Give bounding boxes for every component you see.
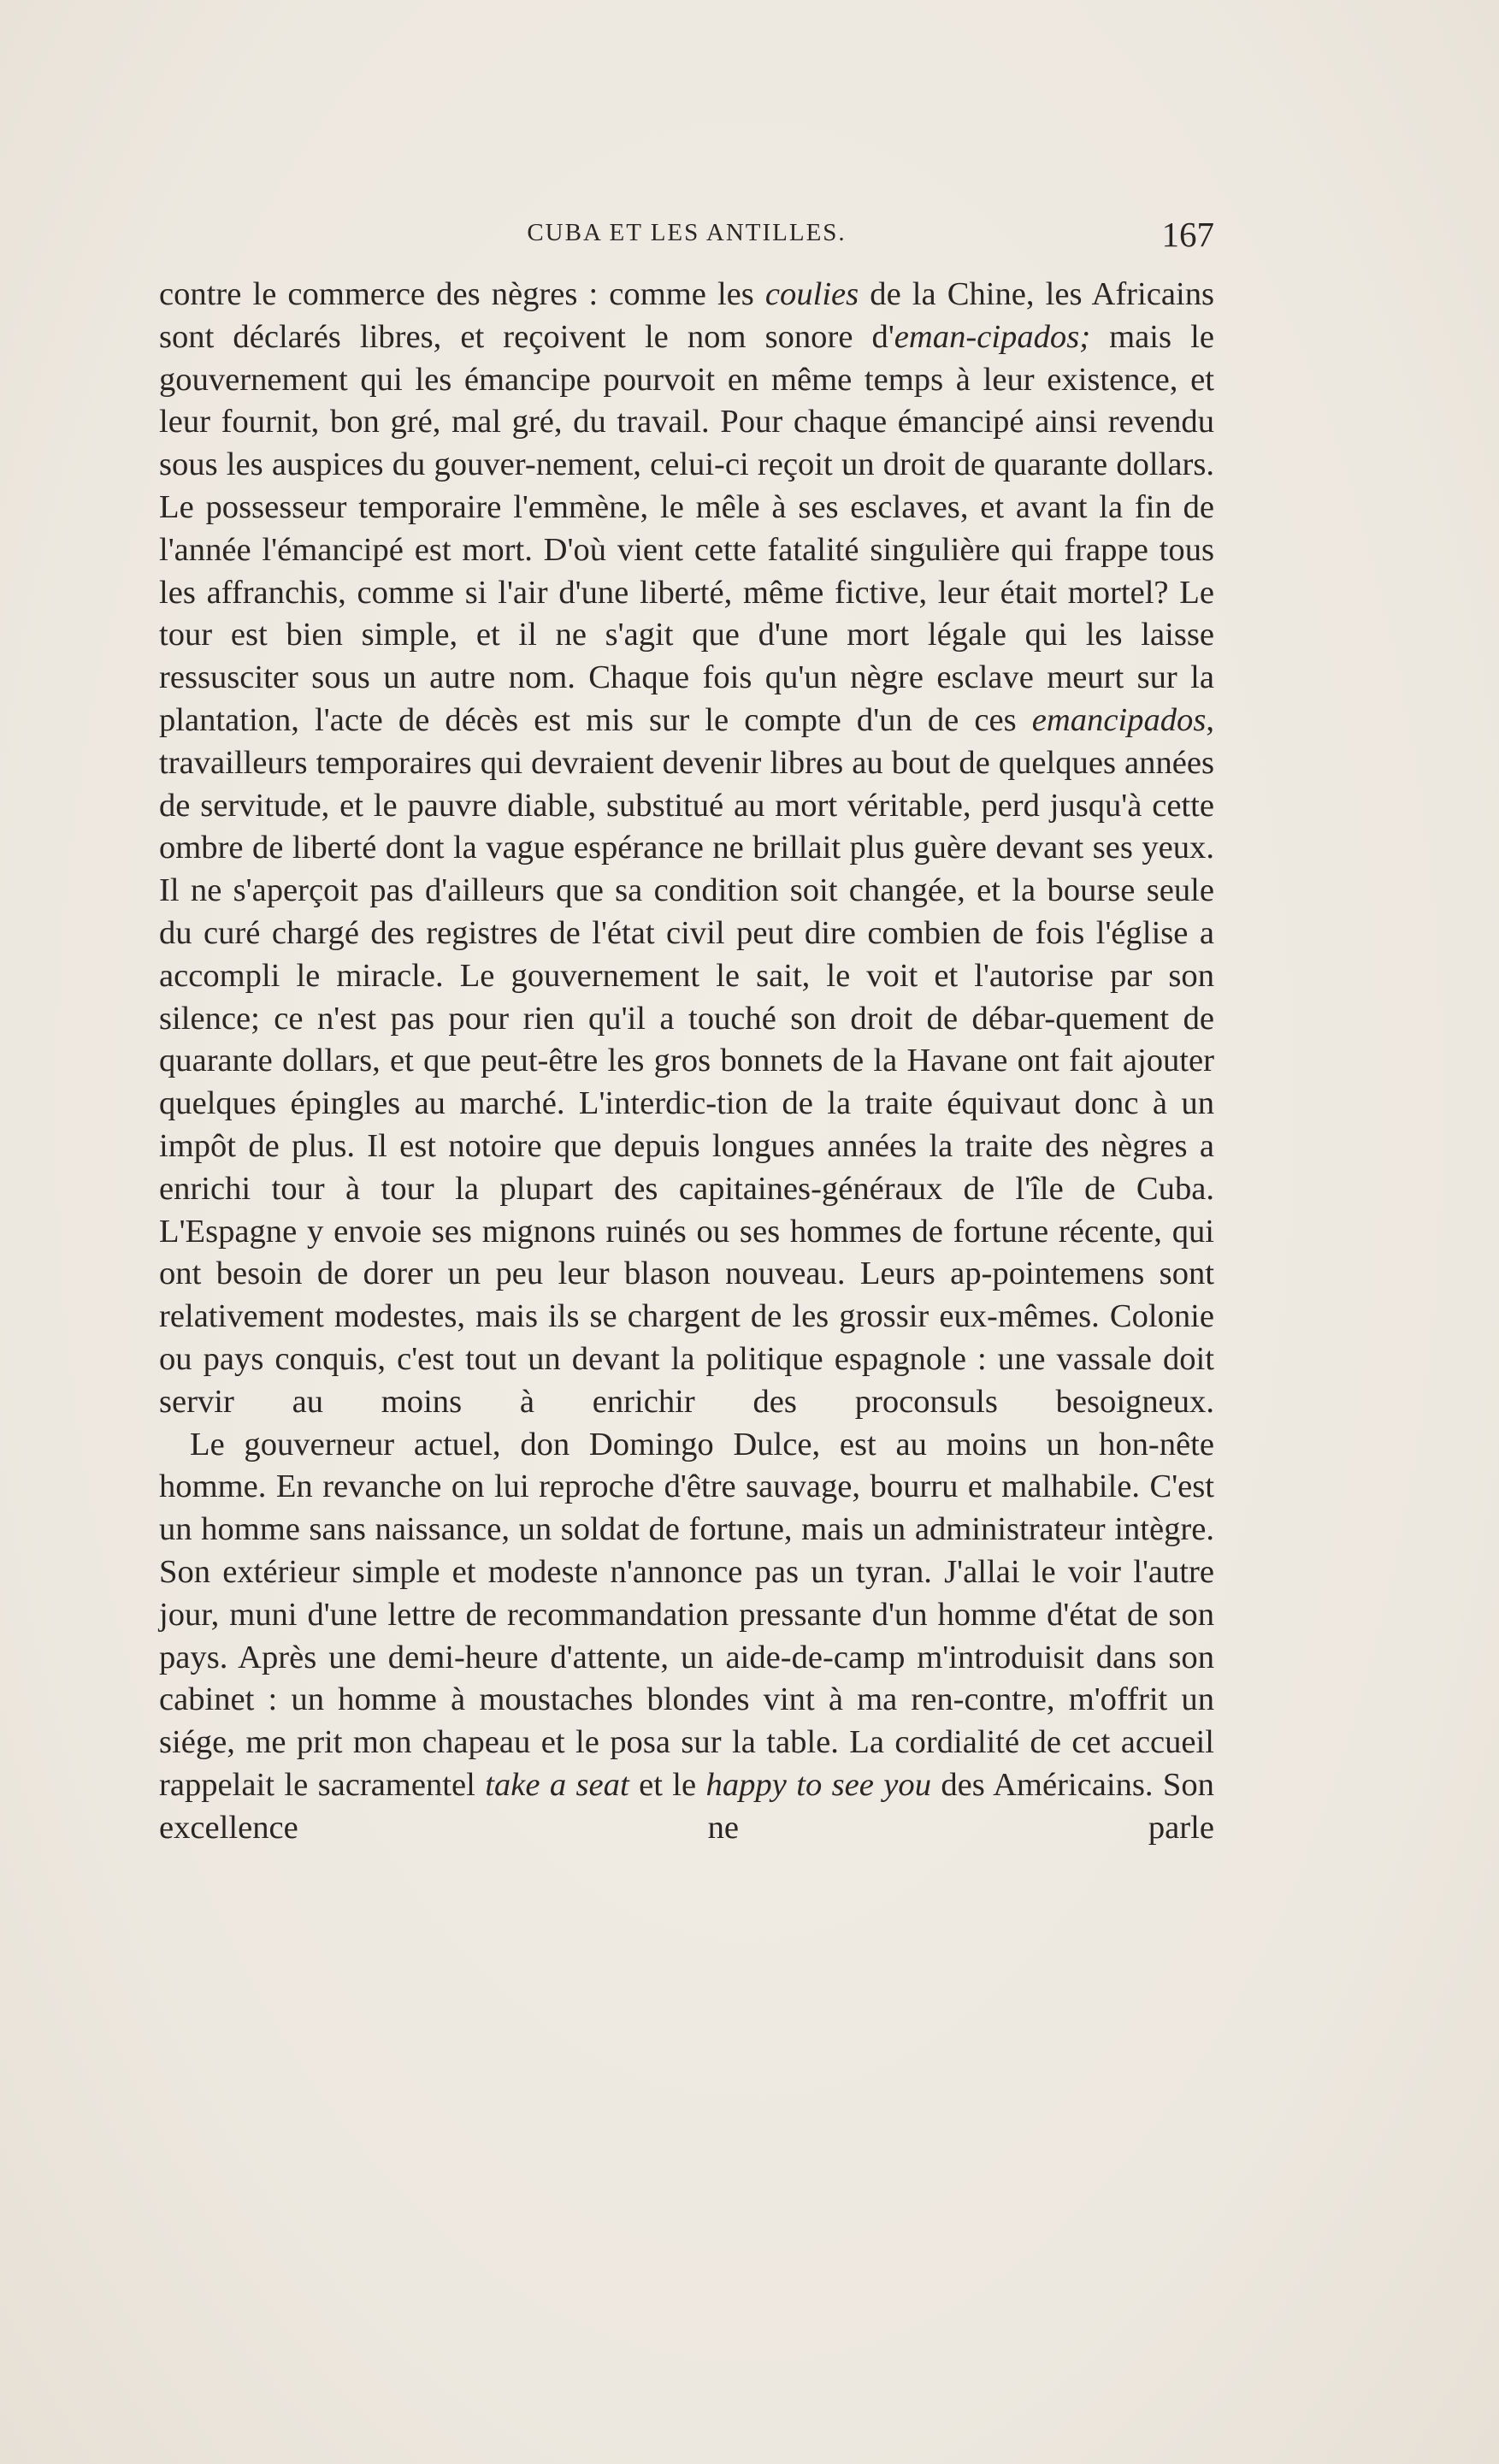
paragraph-1 [159,274,1214,1424]
italic-term: emancipados [1031,701,1207,738]
paragraph-2 [159,1424,1214,1850]
text-run: de la Chine, les Africains sont déclarés libres, et reçoivent le nom sonore d' [159,276,1214,355]
italic-term: coulies [764,276,859,312]
running-head [159,214,1214,260]
text-run: et le [629,1766,706,1803]
text-run: , travailleurs temporaires qui devraient devenir libres au bout de quelques années de servitude, et le pauvre diable, substitué au mort véritable, perd jusqu'à cette ombre de liberté dont la vague espérance ne brillait plus guère devant ses yeux. Il ne s'aperçoit pas d'ailleurs que sa condition soit changée, et la bourse seule du curé chargé des registres de l'état civil peut dire combien de fois l'église a accompli le miracle. Le gouvernement le sait, le voit et l'autorise par son silence; ce n'est pas pour rien qu'il a touché son droit de débar-quement de quarante dollars, et que peut-être les gros bonnets de la Havane ont fait ajouter quelques épingles au marché. L'interdic-tion de la traite équivaut donc à un impôt de plus. Il est notoire que depuis longues années la traite des nègres a enrichi tour à tour la plupart des capitaines-généraux de l'île de Cuba. L'Espagne y envoie ses mignons ruinés ou ses hommes de fortune récente, qui ont besoin de dorer un peu leur blason nouveau. Leurs ap-pointemens sont relativement modestes, mais ils se chargent de les grossir eux-mêmes. Colonie ou pays conquis, c'est tout un devant la politique espagnole : une vassale doit servir au moins à enrichir des proconsuls besoigneux. [159,701,1214,1420]
text-run: mais le gouvernement qui les émancipe pourvoit en même temps à leur existence, et leur fournit, bon gré, mal gré, du travail. Pour chaque émancipé ainsi revendu sous les auspices du gouver-nement, celui-ci reçoit un droit de quarante dollars. Le possesseur temporaire l'emmène, le mêle à ses esclaves, et avant la fin de l'année l'émancipé est mort. D'où vient cette fatalité singulière qui frappe tous les affranchis, comme si l'air d'une liberté, même fictive, leur était mortel? Le tour est bien simple, et il ne s'agit que d'une mort légale qui les laisse ressusciter sous un autre nom. Chaque fois qu'un nègre esclave meurt sur la plantation, l'acte de décès est mis sur le compte d'un de ces [159,318,1214,738]
text-run: Le gouverneur actuel, don Domingo Dulce, est au moins un hon-nête homme. En revanche on lui reproche d'être sauvage, bourru et malhabile. C'est un homme sans naissance, un soldat de fortune, mais un administrateur intègre. Son extérieur simple et modeste n'annonce pas un tyran. J'allai le voir l'autre jour, muni d'une lettre de recommandation pressante d'un homme d'état de son pays. Après une demi-heure d'attente, un aide-de-camp m'introduisit dans son cabinet : un homme à moustaches blondes vint à ma ren-contre, m'offrit un siége, me prit mon chapeau et le posa sur la table. La cordialité de cet accueil rappelait le sacramentel [159,1426,1214,1803]
body-text [159,274,1214,1849]
running-title: CUBA ET LES ANTILLES. [527,219,847,246]
italic-term: eman-cipados; [894,318,1091,355]
italic-term: happy to see you [705,1766,931,1803]
italic-term: take a seat [485,1766,629,1803]
page-number: 167 [1161,215,1214,254]
text-run: des Américains. Son excellence ne parle [159,1766,1214,1846]
text-run: contre le commerce des nègres : comme les [159,276,765,312]
